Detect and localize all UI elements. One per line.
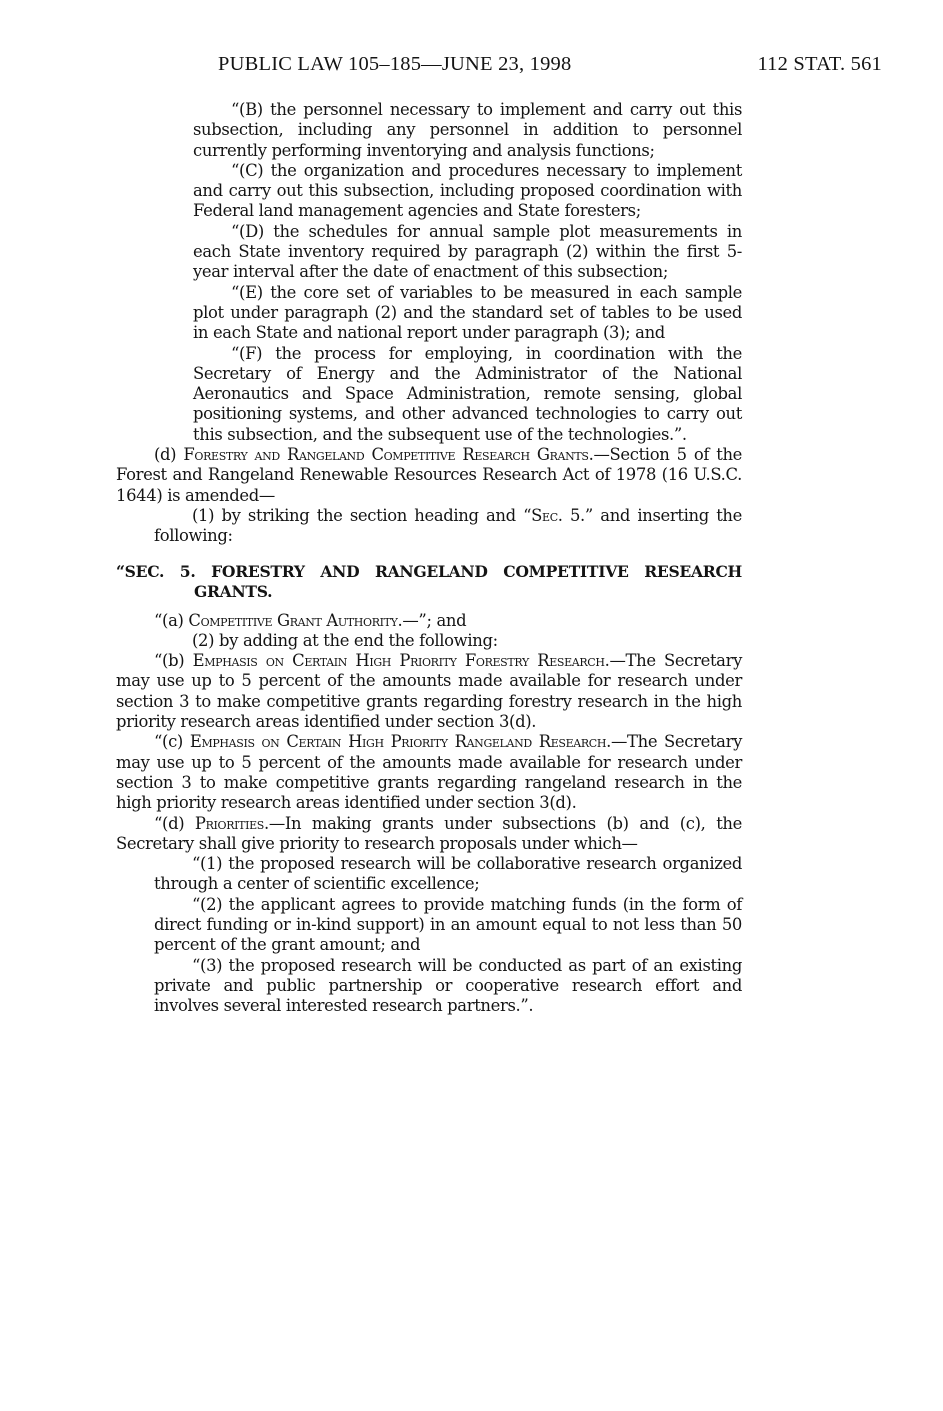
running-head: PUBLIC LAW 105–185—JUNE 23, 1998 <box>218 53 572 75</box>
section-heading-label: “SEC. 5. <box>116 561 196 581</box>
priority-1: “(1) the proposed research will be collaborative research organized through a center of scientific excellence; <box>154 854 742 894</box>
priority-2: “(2) the applicant agrees to provide matching funds (in the form of direct funding or in-kind support) in an amount equal to not less than 50 percent of the grant amount; and <box>154 894 742 955</box>
quoted-d-open: “(d) <box>154 813 195 833</box>
quoted-d-caption: Priorities. <box>194 813 269 833</box>
subsection-d-label: (d) <box>154 445 184 465</box>
section-heading <box>116 562 742 602</box>
quoted-subsection-d <box>116 814 742 855</box>
amendment-1-sec: Sec <box>531 505 558 525</box>
paragraph-f: “(F) the process for employing, in coordination with the Secretary of Energy and the Administrator of the National Aeronautics and Space Administration, remote sensing, global positioning systems, and other advanced technologies to carry out this subsection, and the subsequent use of the technologies.”. <box>193 343 742 444</box>
quoted-b-caption: Emphasis on Certain High Priority Forestry Research. <box>192 651 610 671</box>
paragraph-e: “(E) the core set of variables to be measured in each sample plot under paragraph (2) and the standard set of tables to be used in each State and national report under paragraph (3); and <box>193 282 742 343</box>
page-header <box>218 53 882 83</box>
quoted-a-caption: Competitive Grant Authority. <box>188 610 403 630</box>
quoted-c-caption: Emphasis on Certain High Priority Rangeland Research. <box>189 732 611 752</box>
quoted-b-text: —The Secretary may use up to 5 percent of the amounts made available for research under section 3 to make competitive grants regarding forestry research in the high priority research areas identified under section 3(d). <box>116 651 742 732</box>
amendment-1-text-before: (1) by striking the section heading and “ <box>192 505 532 525</box>
amendment-1 <box>116 506 742 547</box>
amendment-1-text-after: . 5.” and inserting the following: <box>154 505 742 546</box>
quoted-c-open: “(c) <box>154 732 190 752</box>
section-heading-title: FORESTRY AND RANGELAND COMPETITIVE RESEARCH GRANTS. <box>194 561 742 601</box>
amendment-2: (2) by adding at the end the following: <box>192 630 498 650</box>
quoted-a-close: —”; and <box>402 610 467 630</box>
subsection-d <box>116 445 742 506</box>
paragraph-b: “(B) the personnel necessary to implement and carry out this subsection, including any personnel in addition to personnel currently performing inventorying and analysis functions; <box>193 100 742 160</box>
statute-page-number: 112 STAT. 561 <box>757 53 882 75</box>
quoted-b-open: “(b) <box>154 651 193 671</box>
quoted-subsection-a <box>116 611 742 631</box>
priority-3: “(3) the proposed research will be conducted as part of an existing private and public partnership or cooperative research effort and involves several interested research partners.”. <box>154 955 742 1016</box>
quoted-d-text: —In making grants under subsections (b) and (c), the Secretary shall give priority to research proposals under which— <box>116 813 742 853</box>
quoted-a-open: “(a) <box>154 610 189 630</box>
paragraph-c: “(C) the organization and procedures necessary to implement and carry out this subsection, including proposed coordination with Federal land management agencies and State foresters; <box>193 160 742 221</box>
quoted-subsection-c <box>116 732 742 813</box>
paragraph-d: “(D) the schedules for annual sample plot measurements in each State inventory required by paragraph (2) within the first 5-year interval after the date of enactment of this subsection; <box>193 221 742 282</box>
quoted-subsection-b <box>116 651 742 732</box>
quoted-c-text: —The Secretary may use up to 5 percent of the amounts made available for research under section 3 to make competitive grants regarding rangeland research in the high priority research areas identified under section 3(d). <box>116 732 742 813</box>
document-body <box>116 100 742 1016</box>
subsection-d-caption: Forestry and Rangeland Competitive Research Grants. <box>183 445 594 465</box>
subsection-d-text: —Section 5 of the Forest and Rangeland Renewable Resources Research Act of 1978 (16 U.S.C. 1644) is amended— <box>116 445 742 505</box>
